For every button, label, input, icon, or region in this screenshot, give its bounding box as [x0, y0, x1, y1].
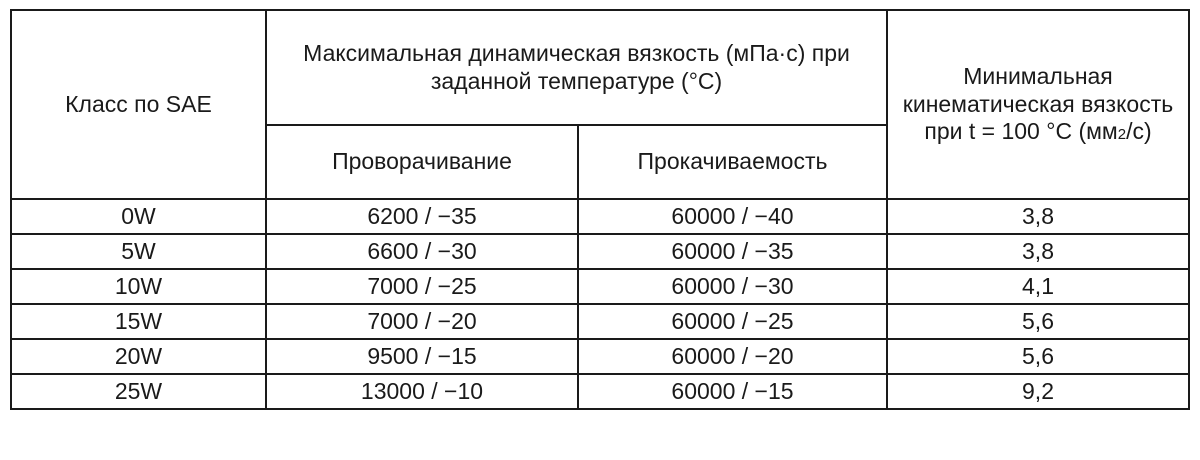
- cell-pumpability: 60000 / −25: [578, 304, 887, 339]
- table-row: [11, 269, 1189, 304]
- header-min-kinematic-viscosity-text: Минимальная кинематическая вязкость при t = 100 °С (мм: [902, 63, 1174, 145]
- table-row: [11, 374, 1189, 409]
- cell-sae-class: 5W: [11, 234, 266, 269]
- table-row: [11, 339, 1189, 374]
- header-min-kinematic-viscosity: [887, 10, 1189, 199]
- cell-cranking: 7000 / −25: [266, 269, 578, 304]
- cell-sae-class: 0W: [11, 199, 266, 234]
- header-cranking: Проворачивание: [266, 125, 578, 199]
- header-pumpability: Прокачиваемость: [578, 125, 887, 199]
- cell-pumpability: 60000 / −35: [578, 234, 887, 269]
- table-row: [11, 234, 1189, 269]
- table-row: [11, 304, 1189, 339]
- cell-pumpability: 60000 / −20: [578, 339, 887, 374]
- cell-sae-class: 10W: [11, 269, 266, 304]
- cell-cranking: 9500 / −15: [266, 339, 578, 374]
- cell-sae-class: 25W: [11, 374, 266, 409]
- cell-kinematic-viscosity: 5,6: [887, 339, 1189, 374]
- table-header-row: [11, 10, 1189, 125]
- header-sae-class: Класс по SAE: [11, 10, 266, 199]
- cell-pumpability: 60000 / −30: [578, 269, 887, 304]
- cell-kinematic-viscosity: 9,2: [887, 374, 1189, 409]
- cell-kinematic-viscosity: 4,1: [887, 269, 1189, 304]
- cell-cranking: 6600 / −30: [266, 234, 578, 269]
- cell-sae-class: 20W: [11, 339, 266, 374]
- table-row: [11, 199, 1189, 234]
- cell-cranking: 7000 / −20: [266, 304, 578, 339]
- cell-kinematic-viscosity: 5,6: [887, 304, 1189, 339]
- unit-exponent: 2: [1117, 126, 1127, 144]
- cell-kinematic-viscosity: 3,8: [887, 234, 1189, 269]
- header-max-dynamic-viscosity: Максимальная динамическая вязкость (мПа·с) при заданной температуре (°С): [266, 10, 887, 125]
- cell-cranking: 6200 / −35: [266, 199, 578, 234]
- cell-pumpability: 60000 / −15: [578, 374, 887, 409]
- cell-sae-class: 15W: [11, 304, 266, 339]
- cell-cranking: 13000 / −10: [266, 374, 578, 409]
- header-min-kinematic-viscosity-unit: /с): [1126, 118, 1152, 145]
- cell-kinematic-viscosity: 3,8: [887, 199, 1189, 234]
- cell-pumpability: 60000 / −40: [578, 199, 887, 234]
- sae-viscosity-table: [10, 9, 1190, 410]
